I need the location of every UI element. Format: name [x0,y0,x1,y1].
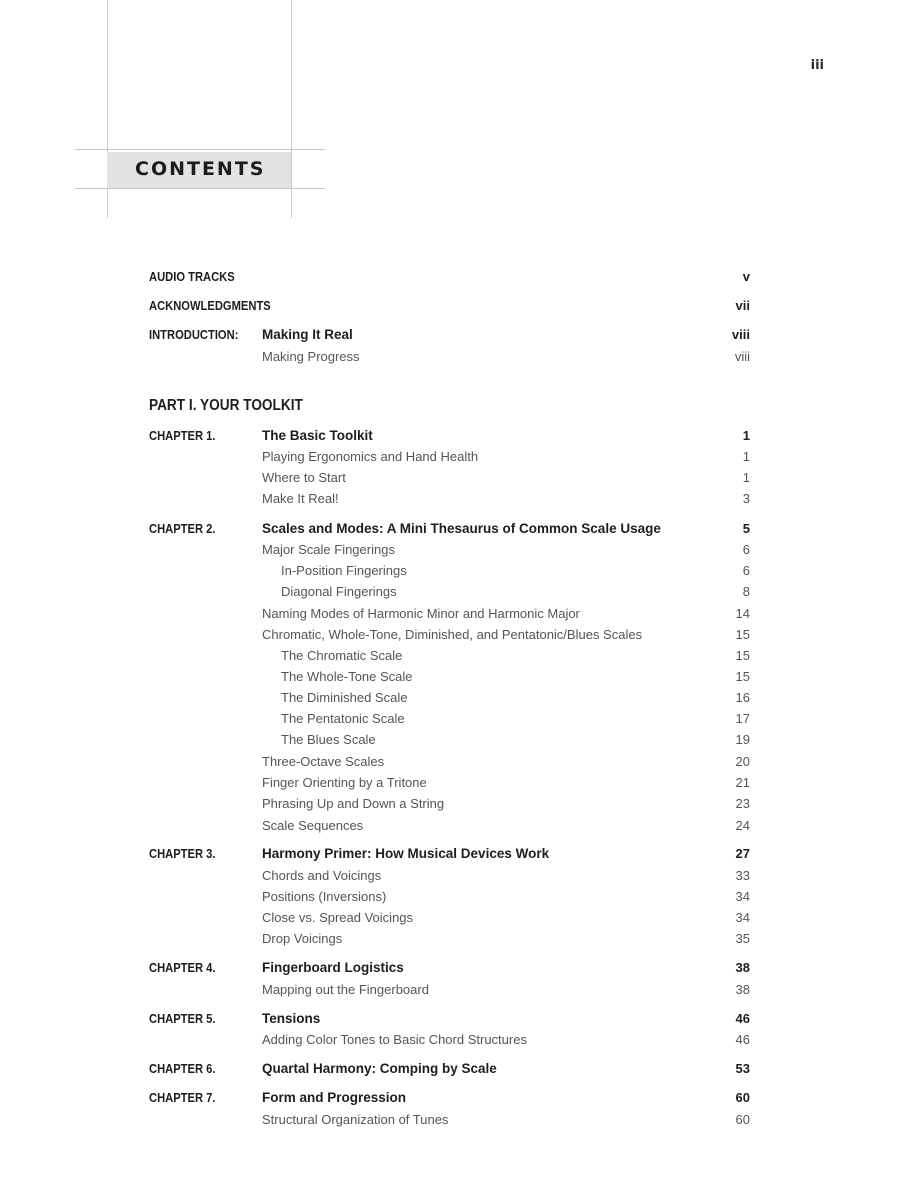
toc-entry-title: Close vs. Spread Voicings [262,910,414,925]
toc-entry [0,327,900,347]
toc-entry-title: Making Progress [262,349,360,364]
toc-entry-page: 21 [735,775,750,790]
toc-entry-title: Making It Real [262,327,353,342]
toc-entry-label: CHAPTER 3. [149,846,216,861]
toc-entry [0,298,900,318]
toc-entry [0,606,900,626]
toc-entry-title: The Diminished Scale [281,690,408,705]
toc-entry [0,690,900,710]
toc-entry-title: Drop Voicings [262,931,343,946]
toc-entry-label: CHAPTER 4. [149,960,216,975]
toc-entry [0,754,900,774]
toc-entry-page: 19 [735,732,750,747]
toc-entry-title: Scales and Modes: A Mini Thesaurus of Common Scale Usage [262,521,661,536]
toc-entry-title: The Whole-Tone Scale [281,669,413,684]
toc-entry-page: 33 [735,868,750,883]
toc-entry-title: Phrasing Up and Down a String [262,796,445,811]
toc-entry [0,846,900,866]
toc-entry-label: CHAPTER 1. [149,428,216,443]
toc-entry-label: CHAPTER 2. [149,521,216,536]
toc-entry-page: 38 [735,982,750,997]
toc-entry-page: 38 [735,960,750,975]
toc-entry-title: Major Scale Fingerings [262,542,395,557]
toc-entry-page: 34 [735,889,750,904]
toc-entry-page: 14 [735,606,750,621]
toc-entry [0,449,900,469]
toc-entry-label: INTRODUCTION: [149,327,239,342]
toc-entry-page: 15 [735,648,750,663]
toc-entry [0,349,900,369]
toc-entry [0,960,900,980]
toc-entry-title: Diagonal Fingerings [281,584,397,599]
toc-entry-title: In-Position Fingerings [281,563,407,578]
toc-entry [0,584,900,604]
toc-entry-page: 20 [735,754,750,769]
toc-entry [0,428,900,448]
toc-entry [0,470,900,490]
toc-entry-title: Chromatic, Whole-Tone, Diminished, and Pentatonic/Blues Scales [262,627,643,642]
toc-entry-page: 1 [742,428,750,443]
toc-entry-title: The Blues Scale [281,732,376,747]
toc-entry-page: 60 [735,1112,750,1127]
toc-entry-title: Chords and Voicings [262,868,382,883]
toc-entry [0,542,900,562]
toc-entry-label: CHAPTER 7. [149,1090,216,1105]
toc-entry-title: Harmony Primer: How Musical Devices Work [262,846,550,861]
toc-entry [0,910,900,930]
toc-entry-title: The Chromatic Scale [281,648,403,663]
toc-entry [0,1112,900,1132]
toc-entry-page: 46 [735,1032,750,1047]
toc-entry-title: Form and Progression [262,1090,407,1105]
toc-entry [0,818,900,838]
toc-entry-title: The Pentatonic Scale [281,711,405,726]
toc-entry [0,669,900,689]
toc-entry-page: 1 [742,449,750,464]
crop-line-top [75,149,325,150]
toc-entry [0,521,900,541]
toc-entry-page: viii [734,349,750,364]
toc-entry-page: 34 [735,910,750,925]
toc-entry [0,775,900,795]
toc-entry [0,868,900,888]
toc-entry [0,1011,900,1031]
toc-entry [0,982,900,1002]
toc-entry-label: ACKNOWLEDGMENTS [149,298,271,313]
toc-entry-page: 60 [735,1090,750,1105]
toc-entry-title: Finger Orienting by a Tritone [262,775,427,790]
toc-entry [0,1090,900,1110]
toc-entry [0,563,900,583]
part-title: PART I. YOUR TOOLKIT [149,397,303,414]
toc-entry-title: Adding Color Tones to Basic Chord Structures [262,1032,527,1047]
page-number: iii [810,58,824,73]
toc-entry-page: 27 [735,846,750,861]
toc-entry-page: 1 [742,470,750,485]
toc-entry-title: Three-Octave Scales [262,754,385,769]
toc-entry-page: 53 [735,1061,750,1076]
toc-entry-page: 6 [742,542,750,557]
toc-entry-label: CHAPTER 6. [149,1061,216,1076]
toc-entry-page: 8 [742,584,750,599]
toc-entry-page: 46 [735,1011,750,1026]
toc-entry-page: 17 [735,711,750,726]
toc-entry-title: The Basic Toolkit [262,428,373,443]
toc-entry-page: 24 [735,818,750,833]
toc-entry-title: Quartal Harmony: Comping by Scale [262,1061,497,1076]
toc-entry-title: Scale Sequences [262,818,364,833]
crop-line-bottom [75,188,325,189]
toc-entry-page: viii [731,327,750,342]
toc-entry-page: 16 [735,690,750,705]
toc-entry [0,711,900,731]
toc-entry-title: Positions (Inversions) [262,889,387,904]
toc-entry-label: AUDIO TRACKS [149,269,235,284]
toc-entry [0,732,900,752]
toc-entry [0,491,900,511]
toc-entry-title: Make It Real! [262,491,339,506]
toc-entry-page: 15 [735,627,750,642]
toc-entry-title: Where to Start [262,470,346,485]
toc-entry [0,796,900,816]
toc-entry-title: Structural Organization of Tunes [262,1112,449,1127]
toc-entry-title: Playing Ergonomics and Hand Health [262,449,479,464]
toc-entry [0,1032,900,1052]
toc-entry-title: Mapping out the Fingerboard [262,982,429,997]
toc-entry [0,1061,900,1081]
toc-entry-page: 23 [735,796,750,811]
toc-entry-page: 6 [742,563,750,578]
toc-entry-page: vii [735,298,750,313]
toc-entry-page: 15 [735,669,750,684]
toc-entry-page: 35 [735,931,750,946]
toc-entry-page: v [742,269,750,284]
toc-entry [0,931,900,951]
toc-entry [0,648,900,668]
toc-entry [0,627,900,647]
toc-entry-page: 3 [742,491,750,506]
crop-line-right [291,0,292,218]
toc-entry-label: CHAPTER 5. [149,1011,216,1026]
toc-entry-page: 5 [742,521,750,536]
toc-entry-title: Fingerboard Logistics [262,960,404,975]
toc-entry [0,269,900,289]
page-heading: CONTENTS [135,158,266,180]
toc-entry-title: Tensions [262,1011,321,1026]
toc-entry-title: Naming Modes of Harmonic Minor and Harmonic Major [262,606,580,621]
toc-entry [0,889,900,909]
